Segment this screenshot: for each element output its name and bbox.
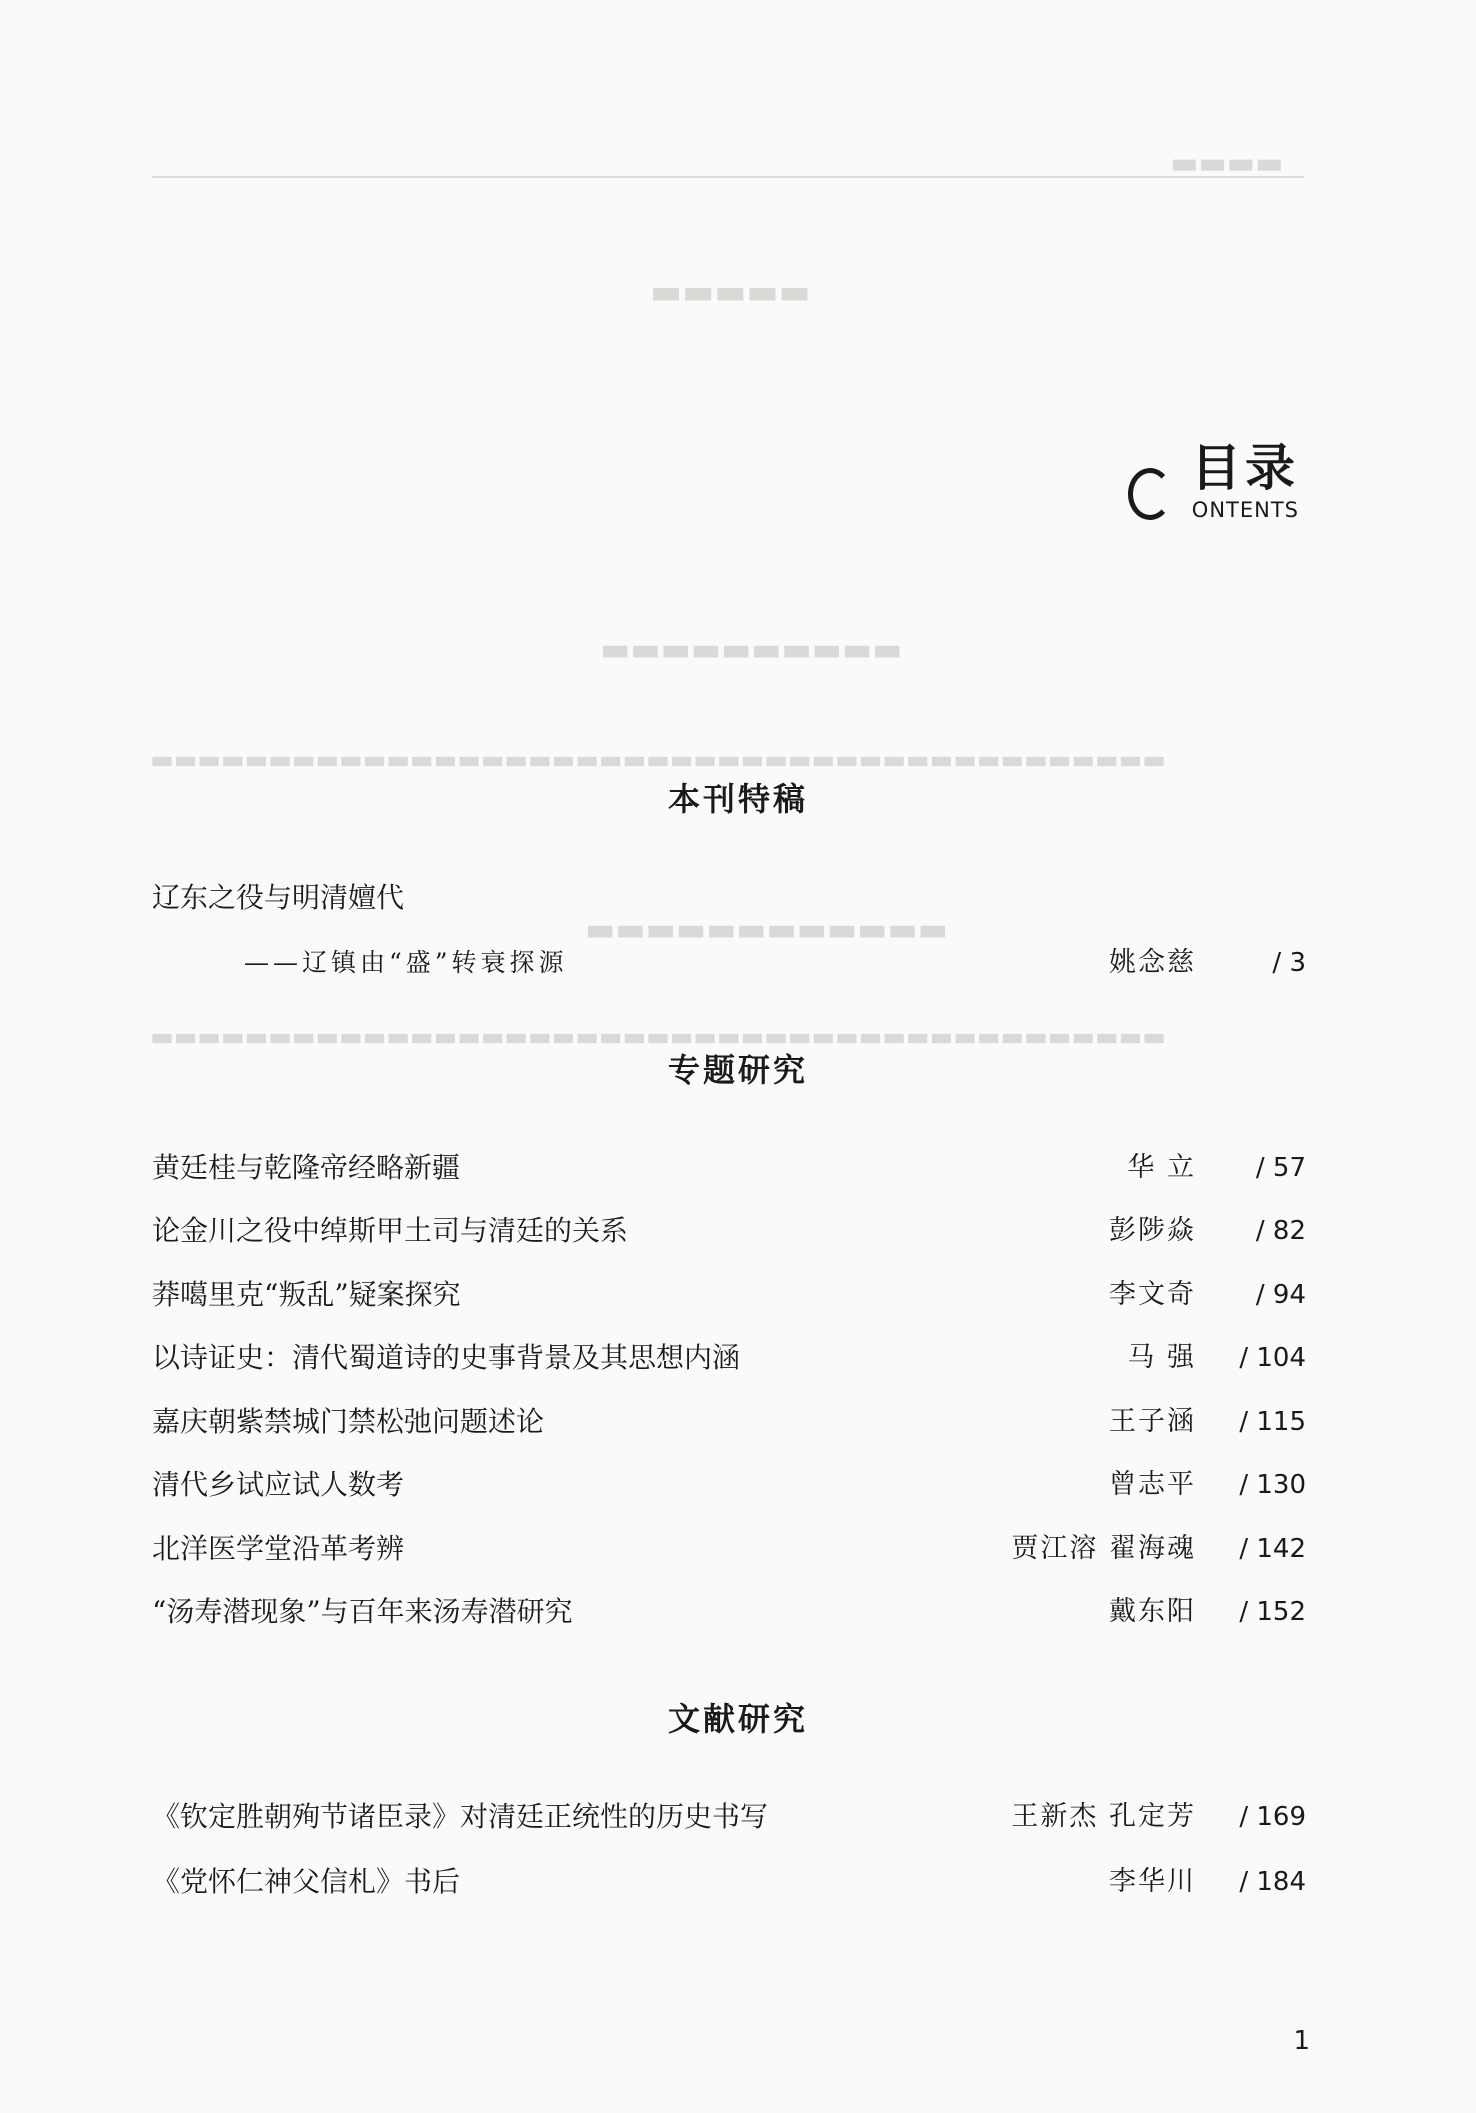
entry-page: / 184	[1239, 1867, 1306, 1897]
toc-entry[interactable]	[152, 1275, 1306, 1315]
entry-title: 莽噶里克“叛乱”疑案探究	[152, 1278, 461, 1311]
entry-title: 黄廷桂与乾隆帝经略新疆	[152, 1151, 461, 1184]
entry-author: 李华川	[1109, 1866, 1196, 1897]
entry-title: “汤寿潜现象”与百年来汤寿潜研究	[152, 1595, 573, 1628]
entry-page: / 152	[1239, 1597, 1306, 1627]
entry-title: 清代乡试应试人数考	[152, 1468, 405, 1501]
entry-title: 《钦定胜朝殉节诸臣录》对清廷正统性的历史书写	[152, 1800, 769, 1833]
toc-entry[interactable]	[152, 1592, 1306, 1632]
entry-page: / 115	[1239, 1407, 1306, 1437]
entry-page: / 82	[1255, 1216, 1306, 1246]
toc-entry[interactable]	[152, 1211, 1306, 1251]
entry-page: / 169	[1239, 1802, 1306, 1832]
toc-entry[interactable]	[152, 1148, 1306, 1188]
toc-entry[interactable]	[152, 878, 1306, 918]
entry-author: 彭陟焱	[1109, 1215, 1196, 1246]
toc-entry[interactable]	[152, 1402, 1306, 1442]
entry-page: / 142	[1239, 1534, 1306, 1564]
entry-author: 马 强	[1127, 1342, 1196, 1373]
entry-page: / 94	[1255, 1280, 1306, 1310]
entry-title: 以诗证史：清代蜀道诗的史事背景及其思想内涵	[152, 1341, 741, 1374]
entry-author: 华 立	[1127, 1152, 1196, 1183]
bleed-through-rule	[152, 176, 1304, 178]
toc-entry[interactable]	[152, 1338, 1306, 1378]
entry-author: 贾江溶 翟海魂	[1011, 1533, 1196, 1564]
entry-title: 《党怀仁神父信札》书后	[152, 1865, 461, 1898]
entry-page: / 130	[1239, 1470, 1306, 1500]
entry-author: 李文奇	[1109, 1279, 1196, 1310]
contents-c-logo-icon	[1128, 468, 1172, 520]
contents-header	[1124, 440, 1299, 528]
toc-entry[interactable]	[152, 1529, 1306, 1569]
entry-page: / 57	[1255, 1153, 1306, 1183]
section-title: 文献研究	[667, 1700, 808, 1738]
bleed-through-text: ▬▬▬▬▬▬▬▬▬▬▬▬▬▬▬▬▬▬▬▬▬▬▬▬▬▬▬▬▬▬▬▬▬▬▬▬▬▬▬▬▬▬▬	[150, 1022, 1166, 1051]
entry-title: 北洋医学堂沿革考辨	[152, 1532, 405, 1565]
entry-page: / 104	[1239, 1343, 1306, 1373]
bleed-through-text: ▬▬▬▬▬▬▬▬▬▬	[600, 630, 903, 668]
entry-author: 王子涵	[1109, 1406, 1196, 1437]
entry-title: 嘉庆朝紫禁城门禁松弛问题述论	[152, 1405, 545, 1438]
section-title: 专题研究	[667, 1051, 808, 1089]
entry-page: / 3	[1272, 948, 1306, 978]
entry-title: 辽东之役与明清嬗代	[152, 881, 405, 914]
entry-author: 王新杰 孔定芳	[1011, 1801, 1196, 1832]
page-subtitle: ONTENTS	[1191, 498, 1299, 522]
entry-title: 论金川之役中绰斯甲土司与清廷的关系	[152, 1214, 629, 1247]
page-title: 目录	[1191, 439, 1299, 497]
entry-subtitle: ——辽镇由“盛”转衰探源	[244, 948, 568, 977]
entry-author: 曾志平	[1109, 1469, 1196, 1500]
toc-entry[interactable]	[152, 1465, 1306, 1505]
entry-author: 姚念慈	[1109, 947, 1196, 978]
bleed-through-text: ▬▬▬▬	[1170, 146, 1284, 181]
page-number: 1	[1293, 2026, 1310, 2056]
bleed-through-text: ▬▬▬▬▬▬▬▬▬▬▬▬▬▬▬▬▬▬▬▬▬▬▬▬▬▬▬▬▬▬▬▬▬▬▬▬▬▬▬▬▬▬▬	[150, 745, 1166, 774]
entry-author: 戴东阳	[1109, 1596, 1196, 1627]
toc-entry[interactable]	[152, 1797, 1306, 1837]
toc-entry[interactable]	[152, 1862, 1306, 1902]
bleed-through-text: ▬▬▬▬▬	[650, 272, 811, 312]
toc-entry[interactable]	[152, 943, 1306, 983]
section-title: 本刊特稿	[667, 780, 808, 818]
bleed-through-text: ▬▬▬▬▬▬▬▬▬▬▬▬	[585, 910, 948, 948]
